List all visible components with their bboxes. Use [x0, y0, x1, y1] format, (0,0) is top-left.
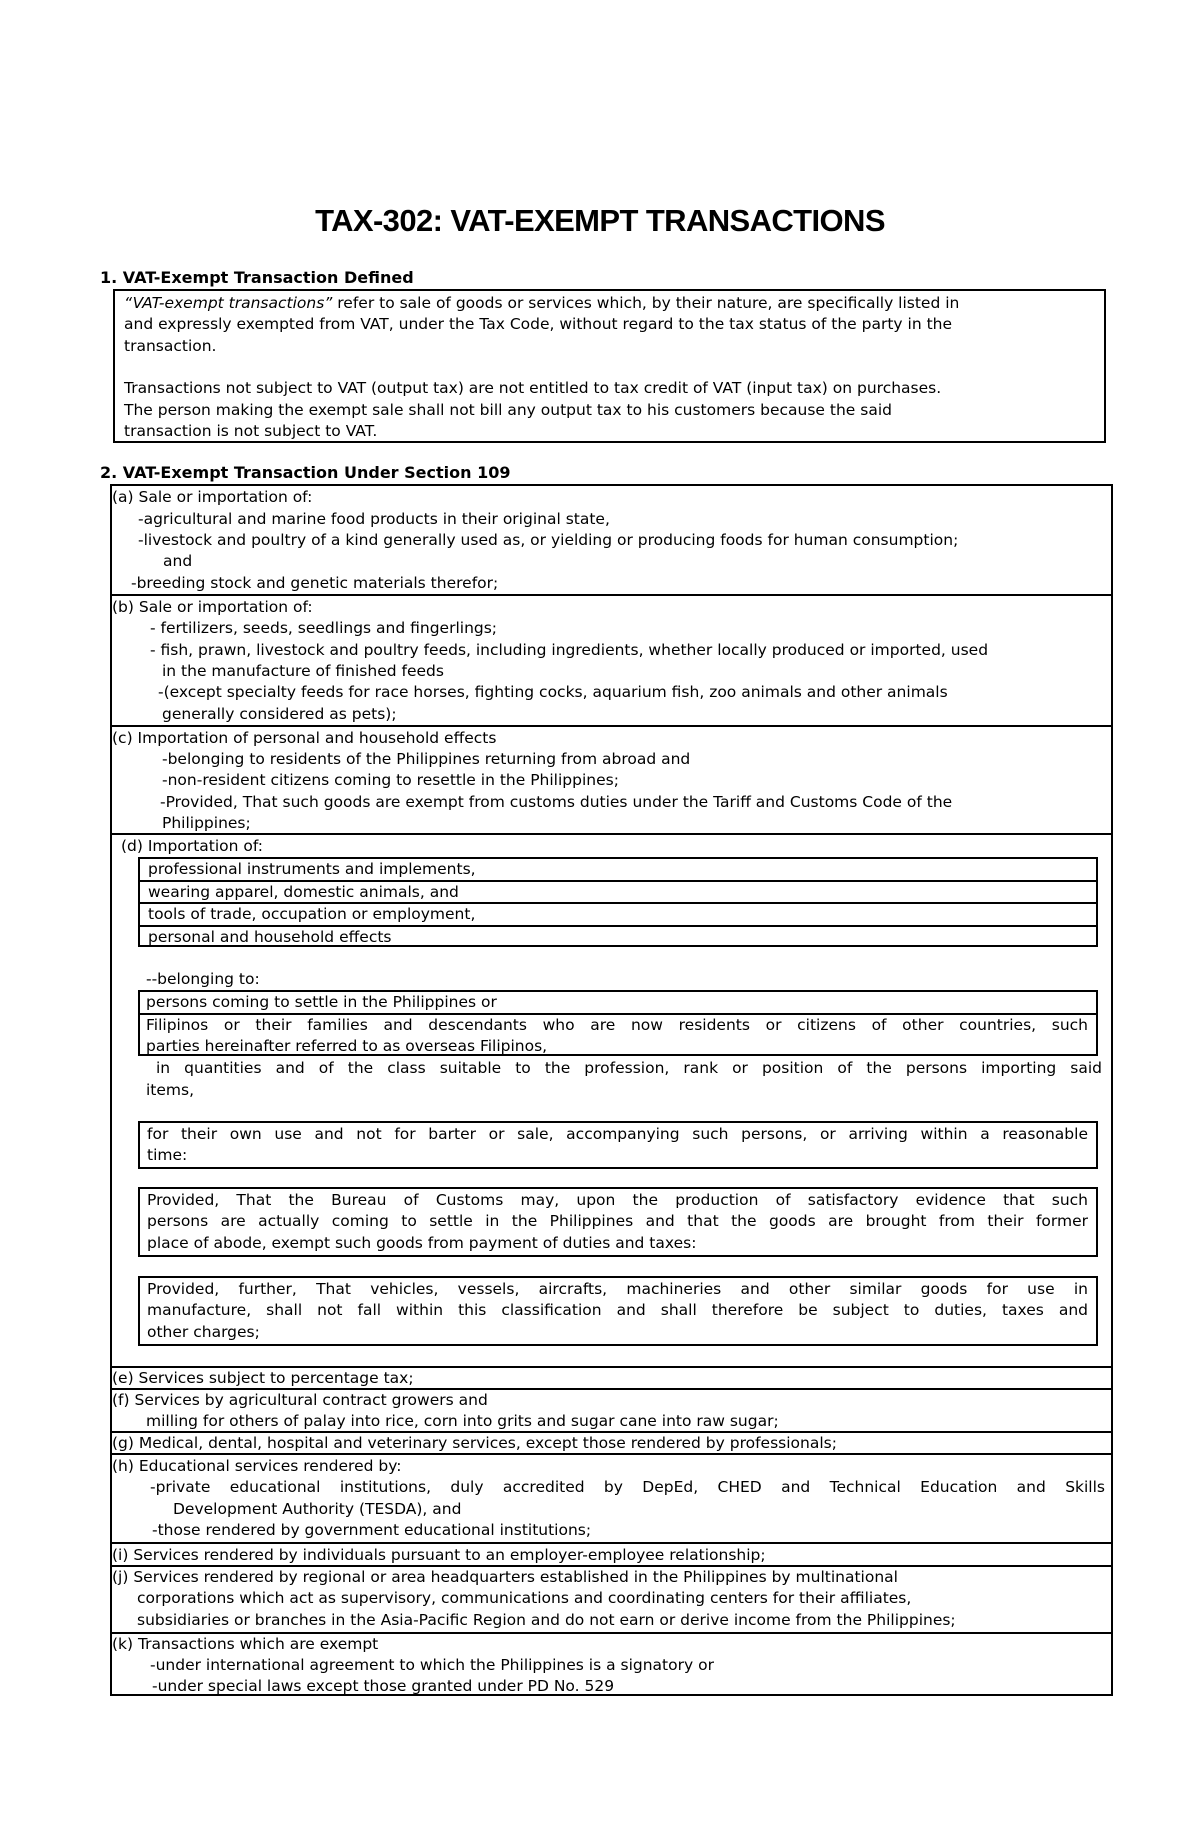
section-1-heading: 1. VAT-Exempt Transaction Defined — [100, 268, 414, 287]
item-j-line-1: (j) Services rendered by regional or area headquarters established in the Philippines by multinational — [112, 1568, 898, 1586]
goods-item: professional instruments and implements, — [148, 860, 476, 878]
item-c-line-4: -Provided, That such goods are exempt from customs duties under the Tariff and Customs Code of the — [160, 793, 953, 811]
goods-item: personal and household effects — [140, 925, 1096, 948]
item-b-line-1: (b) Sale or importation of: — [112, 598, 313, 616]
row-divider-d — [110, 833, 1113, 835]
item-c-line-3: -non-resident citizens coming to resettle in the Philippines; — [162, 771, 619, 789]
goods-item: tools of trade, occupation or employment, — [140, 902, 1096, 925]
item-a-line-4: and — [163, 552, 193, 570]
input-tax-line-2: The person making the exempt sale shall not bill any output tax to his customers because the said — [124, 400, 892, 419]
definition-line-3: transaction. — [124, 336, 217, 355]
item-h-line-3: Development Authority (TESDA), and — [173, 1500, 462, 1518]
item-a-line-2: -agricultural and marine food products in their original state, — [138, 510, 610, 528]
item-b-line-2: - fertilizers, seeds, seedlings and fingerlings; — [150, 619, 498, 637]
item-a-line-5: -breeding stock and genetic materials therefor; — [131, 574, 499, 592]
item-d-proviso-further-box — [138, 1276, 1098, 1346]
item-k-line-3: -under special laws except those granted under PD No. 529 — [152, 1677, 615, 1695]
proviso-further-line-3: other charges; — [147, 1322, 260, 1341]
persons-line-2a: Filipinos or their families and descendants who are now residents or citizens of other countries, such — [146, 1015, 1088, 1034]
persons-line-2 — [140, 1013, 1096, 1058]
definition-line-1 — [124, 293, 1096, 314]
item-c-line-5: Philippines; — [162, 814, 251, 832]
item-d-persons-box — [138, 990, 1098, 1056]
own-use-line-1: for their own use and not for barter or sale, accompanying such persons, or arriving within a reasonable — [147, 1125, 1088, 1143]
item-a-line-3: -livestock and poultry of a kind generally used as, or yielding or producing foods for human consumption; — [138, 531, 959, 549]
item-b-line-6: generally considered as pets); — [162, 705, 397, 723]
definition-term: “VAT-exempt transactions” — [124, 294, 333, 312]
item-g: (g) Medical, dental, hospital and veterinary services, except those rendered by professionals; — [112, 1434, 837, 1452]
item-k-line-2: -under international agreement to which the Philippines is a signatory or — [150, 1656, 714, 1674]
document-title: TAX-302: VAT-EXEMPT TRANSACTIONS — [315, 203, 885, 238]
goods-item: wearing apparel, domestic animals, and — [140, 880, 1096, 903]
proviso-further-line-2: manufacture, shall not fall within this classification and shall therefore be subject to duties, taxes and — [147, 1301, 1088, 1320]
item-d-own-use-box — [138, 1121, 1098, 1169]
item-j-line-3: subsidiaries or branches in the Asia-Pacific Region and do not earn or derive income from the Philippines; — [137, 1611, 956, 1629]
item-b-line-4: in the manufacture of finished feeds — [162, 662, 444, 680]
item-h-line-4: -those rendered by government educational institutions; — [152, 1521, 592, 1539]
item-j-line-2: corporations which act as supervisory, communications and coordinating centers for their affiliates, — [137, 1589, 912, 1607]
item-i: (i) Services rendered by individuals pursuant to an employer-employee relationship; — [112, 1546, 766, 1564]
item-b-line-3: - fish, prawn, livestock and poultry feeds, including ingredients, whether locally produced or imported, used — [150, 641, 989, 659]
proviso-line-3: place of abode, exempt such goods from payment of duties and taxes: — [147, 1233, 697, 1252]
item-e: (e) Services subject to percentage tax; — [112, 1369, 414, 1387]
item-k-line-1: (k) Transactions which are exempt — [112, 1635, 379, 1653]
item-d-line-1: (d) Importation of: — [121, 837, 264, 855]
proviso-line-1: Provided, That the Bureau of Customs may, upon the production of satisfactory evidence that such — [147, 1191, 1088, 1209]
row-divider-i — [110, 1542, 1113, 1544]
definition-rest: refer to sale of goods or services which, by their nature, are specifically listed in — [332, 294, 960, 312]
item-d-proviso-box — [138, 1187, 1098, 1257]
persons-line-2b: parties hereinafter referred to as overseas Filipinos, — [146, 1036, 548, 1055]
item-d-quantities-line-1: in quantities and of the class suitable to the profession, rank or position of the persons importing said — [156, 1059, 1102, 1077]
item-d-quantities-line-2: items, — [146, 1081, 195, 1099]
input-tax-line-3: transaction is not subject to VAT. — [124, 422, 378, 441]
item-c-line-1: (c) Importation of personal and household effects — [112, 729, 497, 747]
item-b-line-5: -(except specialty feeds for race horses, fighting cocks, aquarium fish, zoo animals and other animals — [158, 683, 948, 701]
item-h-line-1: (h) Educational services rendered by: — [112, 1457, 402, 1475]
item-c-line-2: -belonging to residents of the Philippines returning from abroad and — [162, 750, 691, 768]
item-f-line-1: (f) Services by agricultural contract growers and — [112, 1391, 488, 1409]
own-use-line-2: time: — [147, 1146, 188, 1165]
item-f-line-2: milling for others of palay into rice, corn into grits and sugar cane into raw sugar; — [146, 1412, 779, 1430]
item-d-belonging: --belonging to: — [146, 970, 260, 988]
item-a-line-1: (a) Sale or importation of: — [112, 488, 313, 506]
section-1-definition-box — [113, 289, 1106, 443]
persons-line-1: persons coming to settle in the Philippines or — [146, 993, 497, 1011]
input-tax-line-1: Transactions not subject to VAT (output tax) are not entitled to tax credit of VAT (input tax) on purchases. — [124, 379, 942, 398]
section-2-heading: 2. VAT-Exempt Transaction Under Section 109 — [100, 463, 511, 482]
item-d-goods-list — [138, 857, 1098, 947]
proviso-line-2: persons are actually coming to settle in the Philippines and that the goods are brought from their former — [147, 1212, 1088, 1231]
proviso-further-line-1: Provided, further, That vehicles, vessels, aircrafts, machineries and other similar goods for use in — [147, 1280, 1088, 1298]
item-h-line-2: -private educational institutions, duly accredited by DepEd, CHED and Technical Education and Skills — [150, 1478, 1105, 1496]
definition-line-2: and expressly exempted from VAT, under the Tax Code, without regard to the tax status of the party in the — [124, 315, 953, 334]
